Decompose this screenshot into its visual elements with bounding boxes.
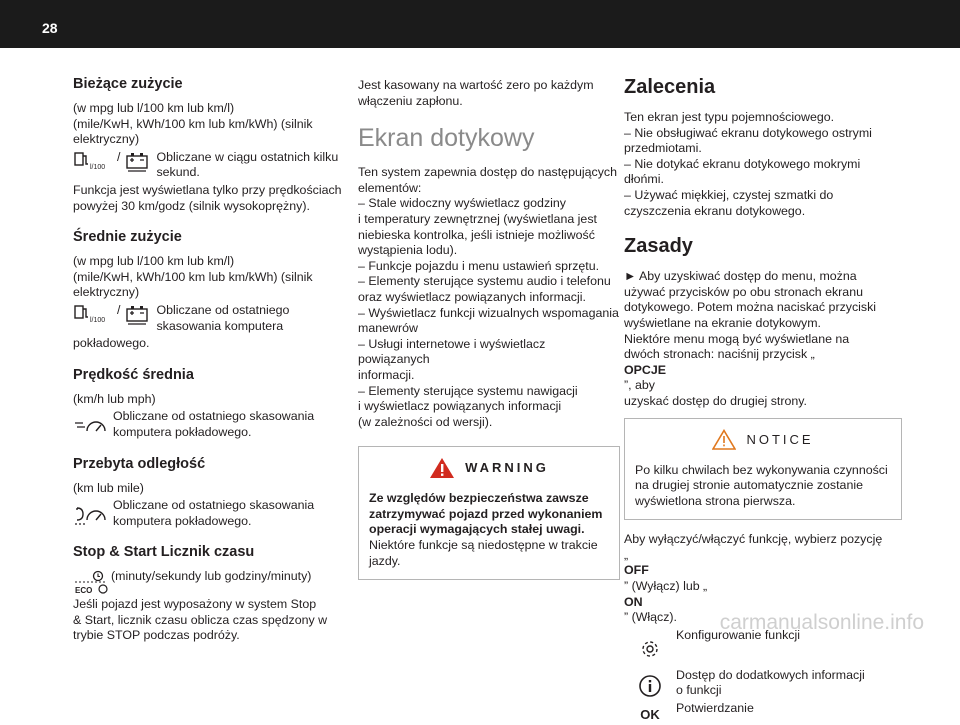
text-line: – Wyświetlacz funkcji wizualnych wspomagania bbox=[358, 305, 619, 320]
text-line: Obliczane w ciągu ostatnich kilku bbox=[156, 149, 339, 164]
text-line: Obliczane od ostatniego skasowania bbox=[113, 498, 315, 513]
heading-recommendations: Zalecenia bbox=[624, 76, 716, 98]
eco-timer-icon bbox=[73, 569, 111, 595]
text-line: na drugiej stronie automatycznie zostanie bbox=[635, 478, 863, 493]
text-line: używać przycisków po obu stronach ekranu bbox=[624, 284, 863, 299]
text-line: włączeniu zapłonu. bbox=[358, 93, 463, 108]
svg-text:l/100: l/100 bbox=[90, 316, 106, 324]
options-button-label: OPCJE bbox=[624, 362, 667, 377]
info-icon bbox=[624, 668, 676, 698]
notice-triangle-icon bbox=[712, 429, 736, 450]
text-line: dłońmi. bbox=[624, 172, 664, 187]
text-line: Potwierdzanie bbox=[676, 701, 754, 716]
text-line: Konfigurowanie funkcji bbox=[676, 627, 800, 642]
text-line: – Elementy sterujące systemu audio i telefonu bbox=[358, 274, 611, 289]
text-line: Dostęp do dodatkowych informacji bbox=[676, 667, 865, 682]
text-line: dotykowego. Potem można naciskać przyciski bbox=[624, 300, 877, 315]
heading-average-speed: Prędkość średnia bbox=[73, 366, 194, 383]
gear-icon bbox=[624, 628, 676, 660]
text-line: komputera pokładowego. bbox=[113, 513, 252, 528]
current-icons-row bbox=[73, 150, 343, 181]
page-header-bar bbox=[0, 0, 960, 48]
heading-touchscreen: Ekran dotykowy bbox=[358, 124, 535, 153]
text-line: niebieska kontrolka, jeśli istnieje możliwość bbox=[358, 227, 595, 242]
text-line: trybie STOP podczas podróży. bbox=[73, 628, 240, 643]
text-line: pokładowego. bbox=[73, 336, 150, 351]
text-line: jazdy. bbox=[369, 553, 401, 568]
notice-box bbox=[624, 418, 902, 521]
fuel-pump-icon bbox=[73, 150, 113, 172]
text-line: (km lub mile) bbox=[73, 480, 144, 495]
text-line: powyżej 30 km/godz (silnik wysokoprężny). bbox=[73, 198, 310, 213]
text-line: & Start, licznik czasu oblicza czas spędzony w bbox=[73, 612, 328, 627]
distance-row bbox=[73, 498, 343, 529]
text-line: Ten system zapewnia dostęp do następujących bbox=[358, 165, 617, 180]
text-line: Ze względów bezpieczeństwa zawsze bbox=[369, 491, 589, 506]
text-line: czyszczenia ekranu dotykowego. bbox=[624, 203, 806, 218]
text-line: – Usługi internetowe i wyświetlacz powiązanych bbox=[358, 336, 546, 367]
text-line: (mile/KwH, kWh/100 km lub km/kWh) (silnik bbox=[73, 269, 313, 284]
heading-stop-start: Stop & Start Licznik czasu bbox=[73, 544, 255, 561]
text-line: uzyskać dostęp do drugiej strony. bbox=[624, 393, 807, 408]
speedometer-icon bbox=[73, 409, 113, 435]
column-2 bbox=[358, 78, 620, 588]
text-line: Niektóre menu mogą być wyświetlane na bbox=[624, 331, 850, 346]
text-line: (minuty/sekundy lub godziny/minuty) bbox=[111, 569, 312, 584]
svg-text:l/100: l/100 bbox=[90, 163, 106, 171]
text-line: – Elementy sterujące systemu nawigacji bbox=[358, 383, 578, 398]
battery-icon bbox=[124, 303, 150, 327]
text-line: (w mpg lub l/100 km lub km/l) bbox=[73, 254, 235, 269]
off-label: OFF bbox=[624, 563, 649, 578]
text-line: Jeśli pojazd jest wyposażony w system Stop bbox=[73, 597, 317, 612]
text-line: Obliczane od ostatniego skasowania bbox=[113, 409, 315, 424]
text-line: ► Aby uzyskiwać dostęp do menu, można bbox=[624, 269, 857, 284]
notice-title: NOTICE bbox=[746, 431, 814, 447]
watermark: carmanualsonline.info bbox=[719, 611, 924, 634]
column-1 bbox=[73, 64, 343, 644]
text-line: i temperatury zewnętrznej (wyświetlana jest bbox=[358, 211, 597, 226]
fuel-pump-icon bbox=[73, 303, 113, 325]
text-line: Obliczane od ostatniego bbox=[156, 302, 290, 317]
text-line: zatrzymywać pojazd przed wykonaniem bbox=[369, 506, 603, 521]
text-line: – Używać miękkiej, czystej szmatki do bbox=[624, 187, 834, 202]
text-line: – Stale widoczny wyświetlacz godziny bbox=[358, 196, 566, 211]
text-line: komputera pokładowego. bbox=[113, 424, 252, 439]
text-line: przedmiotami. bbox=[624, 141, 702, 156]
heading-rules: Zasady bbox=[624, 235, 693, 258]
warning-box bbox=[358, 446, 620, 580]
battery-icon bbox=[124, 150, 150, 174]
text-line: – Funkcje pojazdu i menu ustawień sprzętu. bbox=[358, 258, 600, 273]
text-line: (w zależności od wersji). bbox=[358, 414, 493, 429]
text-line: (km/h lub mph) bbox=[73, 391, 156, 406]
page-number: 28 bbox=[42, 20, 58, 36]
speed-row bbox=[73, 409, 343, 440]
text-line: informacji. bbox=[358, 367, 415, 382]
text-line: Niektóre funkcje są niedostępne w trakcie bbox=[369, 538, 598, 553]
warning-triangle-icon bbox=[429, 457, 455, 479]
ok-row bbox=[624, 701, 902, 723]
text-line: elektryczny) bbox=[73, 132, 140, 147]
text-line: i wyświetlacz powiązanych informacji bbox=[358, 399, 562, 414]
text-line: Po kilku chwilach bez wykonywania czynności bbox=[635, 462, 888, 477]
stop-start-row bbox=[73, 569, 343, 595]
touchscreen-body bbox=[358, 165, 620, 430]
ok-icon: OK bbox=[640, 707, 660, 723]
text-line: dwóch stronach: naciśnij przycisk „ OPCJE ”, aby bbox=[624, 347, 815, 393]
text-line: Ten ekran jest typu pojemnościowego. bbox=[624, 110, 835, 124]
text-line: skasowania komputera bbox=[156, 318, 284, 333]
info-row bbox=[624, 668, 902, 699]
distance-icon bbox=[73, 498, 113, 526]
text-line: o funkcji bbox=[676, 683, 722, 698]
slash-separator: / bbox=[117, 149, 121, 164]
text-line: operacji wymagających stałej uwagi. bbox=[369, 522, 585, 537]
heading-distance: Przebyta odległość bbox=[73, 455, 206, 472]
text-line: Funkcja jest wyświetlana tylko przy prędkościach bbox=[73, 182, 342, 197]
text-line: (w mpg lub l/100 km lub km/l) bbox=[73, 101, 235, 115]
heading-current-consumption: Bieżące zużycie bbox=[73, 76, 183, 92]
text-line: – Nie obsługiwać ekranu dotykowego ostrymi bbox=[624, 125, 872, 140]
text-line: wyświetlona strona pierwsza. bbox=[635, 493, 796, 508]
on-label: ON bbox=[624, 594, 643, 609]
text-line: (mile/KwH, kWh/100 km lub km/kWh) (silnik bbox=[73, 116, 313, 131]
text-line: oraz wyświetlacz powiązanych informacji. bbox=[358, 289, 586, 304]
text-line: Jest kasowany na wartość zero po każdym bbox=[358, 78, 594, 92]
text-line: wyświetlane na ekranie dotykowym. bbox=[624, 315, 821, 330]
text-line: manewrów bbox=[358, 321, 418, 336]
slash-separator: / bbox=[117, 302, 121, 317]
text-line: – Nie dotykać ekranu dotykowego mokrymi bbox=[624, 156, 861, 171]
text-line: wystąpienia lodu). bbox=[358, 243, 458, 258]
text-line: elektryczny) bbox=[73, 285, 140, 300]
text-line: elementów: bbox=[358, 180, 422, 195]
average-icons-row bbox=[73, 303, 343, 334]
eco-label: ECO bbox=[75, 586, 93, 596]
text-line: Aby wyłączyć/włączyć funkcję, wybierz pozycję bbox=[624, 532, 883, 547]
heading-average-consumption: Średnie zużycie bbox=[73, 229, 182, 246]
text-line: „ OFF ” (Wyłącz) lub „ ON ” (Włącz). bbox=[624, 547, 708, 625]
warning-title: WARNING bbox=[465, 460, 549, 476]
text-line: sekund. bbox=[156, 165, 200, 180]
